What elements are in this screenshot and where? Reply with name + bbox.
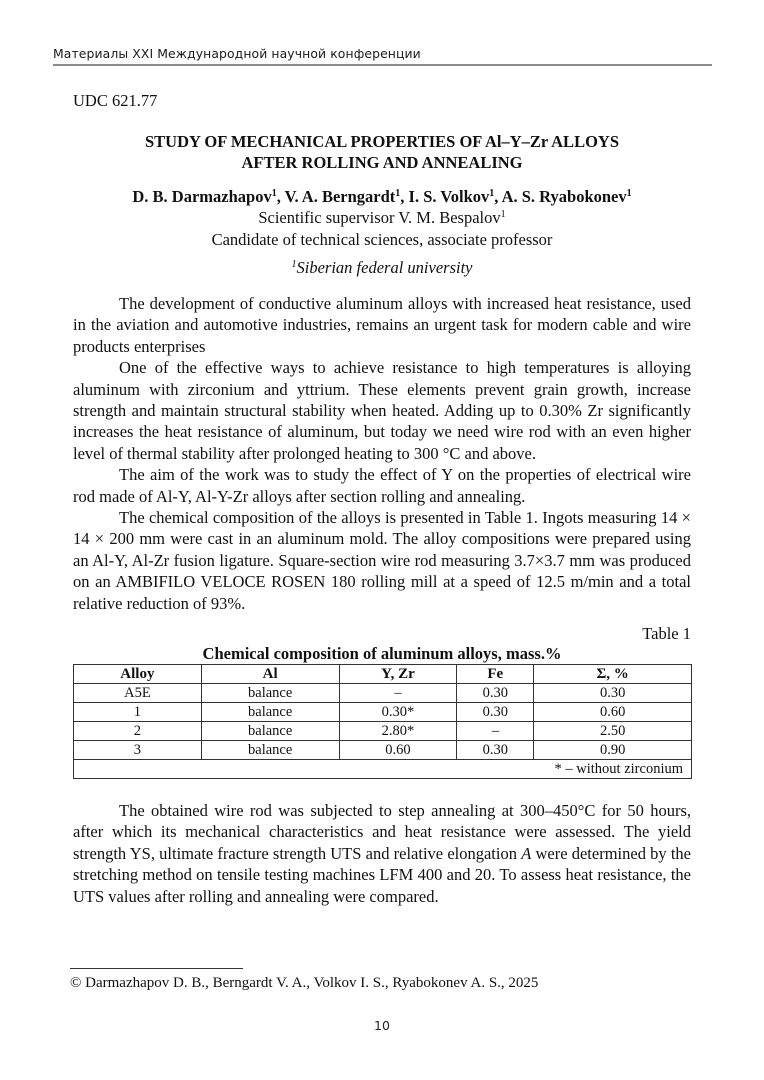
column-header: Alloy: [74, 665, 202, 684]
table-number: Table 1: [642, 624, 691, 643]
table-row: [74, 722, 692, 741]
table-cell: balance: [201, 684, 339, 703]
running-header: Материалы XXI Международной научной конференции: [53, 46, 421, 61]
table-cell: A5E: [74, 684, 202, 703]
table-cell: 3: [74, 741, 202, 760]
header-rule: [53, 64, 712, 66]
author: I. S. Volkov$^1$,: [408, 187, 502, 206]
table-cell: 0.30: [457, 741, 534, 760]
table-cell: 1: [74, 703, 202, 722]
paragraph: The chemical composition of the alloys is presented in Table 1. Ingots measuring 14 × 14 × 200 mm were cast in an aluminum mold. The alloy compositions were prepared using an Al-Y, Al-Zr fusion ligature. Square-section wire rod measuring 3.7×3.7 mm was produced on an AMBIFILO VELOCE ROSEN 180 rolling mill at a speed of 12.5 m/min and a total relative reduction of 93%.: [73, 508, 691, 613]
paragraph: The obtained wire rod was subjected to step annealing at 300–450°C for 50 hours, after which its mechanical characteristics and heat resistance were assessed. The yield strength YS, ultimate fracture strength UTS and relative elongation A were determined by the stretching method on tensile testing machines LFM 400 and 20. To assess heat resistance, the UTS values after rolling and annealing were compared.: [73, 801, 692, 906]
table-cell: 0.60: [339, 741, 457, 760]
table-cell: balance: [201, 722, 339, 741]
copyright-footnote: © Darmazhapov D. B., Berngardt V. A., Volkov I. S., Ryabokonev A. S., 2025: [70, 975, 539, 991]
table-cell: –: [457, 722, 534, 741]
table-cell: –: [339, 684, 457, 703]
table-cell: 2: [74, 722, 202, 741]
composition-table: [73, 664, 692, 779]
table-row: [74, 703, 692, 722]
column-header: Σ, %: [534, 665, 692, 684]
table-cell: 0.30: [457, 684, 534, 703]
supervisor: Scientific supervisor V. M. Bespalov$^1$: [258, 208, 506, 227]
table-cell: 0.30: [534, 684, 692, 703]
body-text: [73, 293, 691, 614]
author: V. A. Berngardt$^1$,: [284, 187, 409, 206]
udc-code: UDC 621.77: [73, 91, 158, 110]
column-header: Fe: [457, 665, 534, 684]
table-cell: 0.90: [534, 741, 692, 760]
page-number: 10: [374, 1018, 390, 1033]
table-cell: balance: [201, 703, 339, 722]
table-row: [74, 741, 692, 760]
supervisor-title: Candidate of technical sciences, associate professor: [211, 230, 553, 249]
title-line-1: STUDY OF MECHANICAL PROPERTIES OF Al–Y–Zr ALLOYS: [144, 132, 619, 151]
table-cell: 0.60: [534, 703, 692, 722]
footnote-rule: [70, 968, 243, 969]
column-header: Al: [201, 665, 339, 684]
column-header: Y, Zr: [339, 665, 457, 684]
author: D. B. Darmazhapov$^1$,: [132, 187, 285, 206]
table-header-row: [74, 665, 692, 684]
paper-title: [73, 131, 691, 173]
body-text-after-table: [73, 800, 691, 907]
table-cell: 2.50: [534, 722, 692, 741]
author: A. S. Ryabokonev$^1$: [501, 187, 632, 206]
table-cell: 2.80*: [339, 722, 457, 741]
table-cell: 0.30: [457, 703, 534, 722]
table-row: [74, 684, 692, 703]
table-cell: 0.30*: [339, 703, 457, 722]
paragraph: One of the effective ways to achieve resistance to high temperatures is alloying aluminum with zirconium and yttrium. These elements prevent grain growth, increase strength and maintain structural stability when heated. Adding up to 0.30% Zr significantly increases the heat resistance of aluminum, but today we need wire rod with an even higher level of thermal stability after prolonged heating to 300 °C and above.: [73, 358, 691, 463]
paragraph: The development of conductive aluminum alloys with increased heat resistance, used in the aviation and automotive industries, remains an urgent task for modern cable and wire products enterprises: [73, 294, 691, 356]
title-line-2: AFTER ROLLING AND ANNEALING: [241, 153, 523, 172]
paragraph: The aim of the work was to study the effect of Y on the properties of electrical wire rod made of Al-Y, Al-Y-Zr alloys after section rolling and annealing.: [73, 465, 691, 506]
author-list: [73, 187, 691, 207]
table-cell: balance: [201, 741, 339, 760]
affiliation: $^1$Siberian federal university: [291, 258, 473, 277]
table-note-row: [74, 760, 692, 779]
table-caption: Chemical composition of aluminum alloys, mass.%: [202, 644, 562, 663]
table-note: * – without zirconium: [74, 760, 692, 779]
